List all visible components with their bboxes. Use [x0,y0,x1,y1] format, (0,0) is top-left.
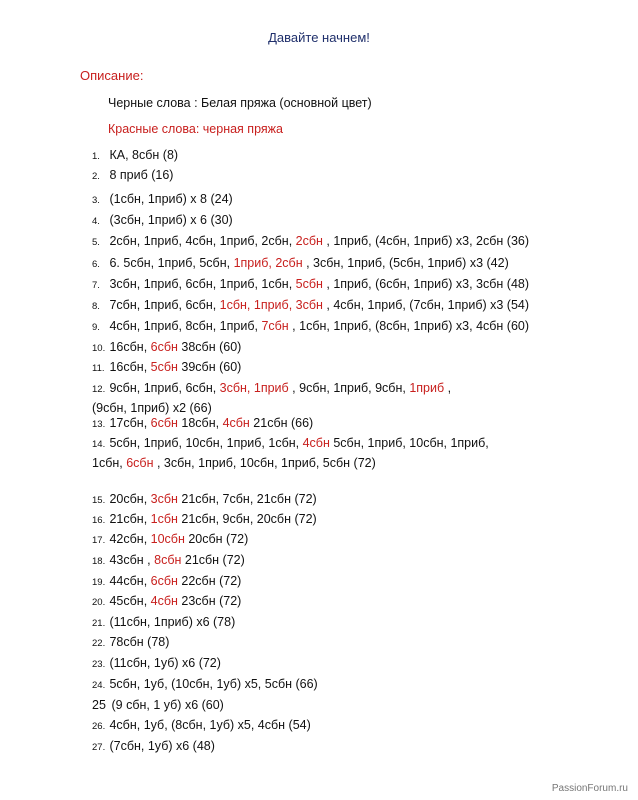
pattern-row [92,414,552,434]
row-number: 15. [92,495,106,506]
pattern-row [92,737,552,757]
row-instruction-text: , 3сбн, 1приб, (5сбн, 1приб) х3 (42) [302,256,509,270]
row-number: 8. [92,301,100,312]
row-number: 19. [92,577,106,588]
pattern-row [92,592,552,612]
row-instruction-text: 16сбн, [109,340,151,354]
contrast-color-stitches: 4сбн [222,416,250,430]
pattern-row [92,379,452,417]
contrast-color-stitches: 5сбн [295,277,323,291]
row-instruction-text: 7сбн, 1приб, 6сбн, [109,298,220,312]
pattern-row [92,296,552,316]
row-instruction-text: , (9сбн, 1приб) х2 (66) [92,381,452,415]
contrast-color-stitches: 3сбн, 1приб [219,381,289,395]
contrast-color-stitches: 8сбн [154,553,182,567]
contrast-color-stitches: 7сбн [261,319,289,333]
pattern-row [92,232,552,252]
row-instruction-text: 44сбн, [109,574,151,588]
pattern-row [92,530,552,550]
row-instruction-text: 21сбн (66) [249,416,314,430]
contrast-color-stitches: 6сбн [150,574,178,588]
pattern-row [92,572,552,592]
row-instruction-text: (11сбн, 1уб) х6 (72) [109,656,221,670]
row-number: 14. [92,439,106,450]
row-number: 24. [92,680,106,691]
pattern-row [92,654,552,674]
pattern-row [92,613,552,633]
pattern-row [92,254,552,274]
contrast-color-stitches: 3сбн [150,492,178,506]
row-instruction-text: 3сбн, 1приб, 6сбн, 1приб, 1сбн, [109,277,296,291]
row-instruction-text: 39сбн (60) [177,360,242,374]
row-number: 25 [92,698,106,712]
row-number: 27. [92,742,106,753]
row-instruction-text: (1сбн, 1приб) х 8 (24) [109,192,233,206]
row-instruction-text: 43сбн , [109,553,155,567]
row-number: 4. [92,216,100,227]
pattern-row [92,551,552,571]
row-instruction-text: 16сбн, [109,360,151,374]
row-instruction-text: 9сбн, 1приб, 6сбн, [109,381,220,395]
row-instruction-text: 21сбн (72) [181,553,245,567]
pattern-row [92,338,552,358]
contrast-color-stitches: 4сбн [302,436,330,450]
row-number: 12. [92,384,106,395]
legend-black-words: Черные слова : Белая пряжа (основной цвет) [108,96,372,110]
row-instruction-text: 20сбн (72) [184,532,249,546]
description-heading: Описание: [80,68,144,83]
contrast-color-stitches: 6сбн [150,416,178,430]
contrast-color-stitches: 1приб, 2сбн [233,256,303,270]
contrast-color-stitches: 1сбн [150,512,178,526]
contrast-color-stitches: 4сбн [150,594,178,608]
row-number: 18. [92,556,106,567]
row-instruction-text: (11сбн, 1приб) х6 (78) [109,615,236,629]
row-number: 3. [92,195,100,206]
pattern-row [92,190,552,210]
pattern-row [92,490,552,510]
row-instruction-text: 38сбн (60) [177,340,242,354]
row-instruction-text: , 9сбн, 1приб, 9сбн, [288,381,410,395]
row-instruction-text: 4сбн, 1уб, (8сбн, 1уб) х5, 4сбн (54) [109,718,311,732]
pattern-row [92,211,552,231]
row-number: 11. [92,363,105,374]
row-instruction-text: 22сбн (72) [177,574,242,588]
contrast-color-stitches: 6сбн [126,456,154,470]
row-number: 17. [92,535,106,546]
row-instruction-text: 18сбн, [177,416,223,430]
row-number: 23. [92,659,106,670]
row-instruction-text: , 4сбн, 1приб, (7сбн, 1приб) х3 (54) [322,298,530,312]
row-instruction-text: 5сбн, 1приб, 10сбн, 1приб, 1сбн, [92,436,489,470]
row-number: 21. [92,618,106,629]
row-instruction-text: 8 приб (16) [109,168,174,182]
contrast-color-stitches: 2сбн [295,234,323,248]
row-number: 5. [92,237,100,248]
legend-red-words: Красные слова: черная пряжа [108,122,283,136]
pattern-row [92,317,552,337]
row-number: 20. [92,597,106,608]
pattern-row [92,358,552,378]
pattern-row [92,675,552,695]
pattern-row [92,434,512,472]
contrast-color-stitches: 10сбн [150,532,185,546]
row-instruction-text: 78сбн (78) [109,635,170,649]
row-number: 26. [92,721,106,732]
row-instruction-text: , 1приб, (4сбн, 1приб) х3, 2сбн (36) [322,234,530,248]
pattern-row [92,166,552,186]
row-number: 13. [92,419,106,430]
row-number: 22. [92,638,106,649]
row-number: 9. [92,322,100,333]
contrast-color-stitches: 1сбн, 1приб, 3сбн [219,298,323,312]
row-instruction-text: 17сбн, [109,416,151,430]
page-title: Давайте начнем! [268,30,370,45]
row-instruction-text: 42сбн, [109,532,151,546]
contrast-color-stitches: 5сбн [150,360,178,374]
row-number: 2. [92,171,100,182]
watermark: PassionForum.ru [551,783,628,794]
row-instruction-text: (7сбн, 1уб) х6 (48) [109,739,215,753]
row-instruction-text: (3сбн, 1приб) х 6 (30) [109,213,233,227]
contrast-color-stitches: 6сбн [150,340,178,354]
row-instruction-text: 23сбн (72) [177,594,242,608]
row-instruction-text: 4сбн, 1приб, 8сбн, 1приб, [109,319,262,333]
row-instruction-text: , 1сбн, 1приб, (8сбн, 1приб) х3, 4сбн (60) [288,319,530,333]
pattern-row [92,696,552,714]
pattern-row [92,510,552,530]
row-number: 10. [92,343,106,354]
row-number: 16. [92,515,106,526]
row-instruction-text: (9 сбн, 1 уб) х6 (60) [111,698,224,712]
row-instruction-text: 2сбн, 1приб, 4сбн, 1приб, 2сбн, [109,234,296,248]
pattern-row [92,146,552,166]
pattern-row [92,275,552,295]
pattern-row [92,716,552,736]
row-instruction-text: , 1приб, (6сбн, 1приб) х3, 3сбн (48) [322,277,530,291]
row-instruction-text: 20сбн, [109,492,151,506]
row-instruction-text: 5сбн, 1приб, 10сбн, 1приб, 1сбн, [109,436,303,450]
pattern-row [92,633,552,653]
row-instruction-text: 45сбн, [109,594,151,608]
row-number: 6. [92,259,100,270]
contrast-color-stitches: 1приб [409,381,445,395]
row-instruction-text: 21сбн, 9сбн, 20сбн (72) [177,512,317,526]
row-instruction-text: КА, 8сбн (8) [109,148,179,162]
row-instruction-text: , 3сбн, 1приб, 10сбн, 1приб, 5сбн (72) [153,456,376,470]
row-instruction-text: 21сбн, [109,512,151,526]
row-number: 7. [92,280,100,291]
row-instruction-text: 5сбн, 1уб, (10сбн, 1уб) х5, 5сбн (66) [109,677,318,691]
row-instruction-text: 21сбн, 7сбн, 21сбн (72) [177,492,317,506]
row-instruction-text: 6. 5сбн, 1приб, 5сбн, [109,256,234,270]
row-number: 1. [92,151,100,162]
